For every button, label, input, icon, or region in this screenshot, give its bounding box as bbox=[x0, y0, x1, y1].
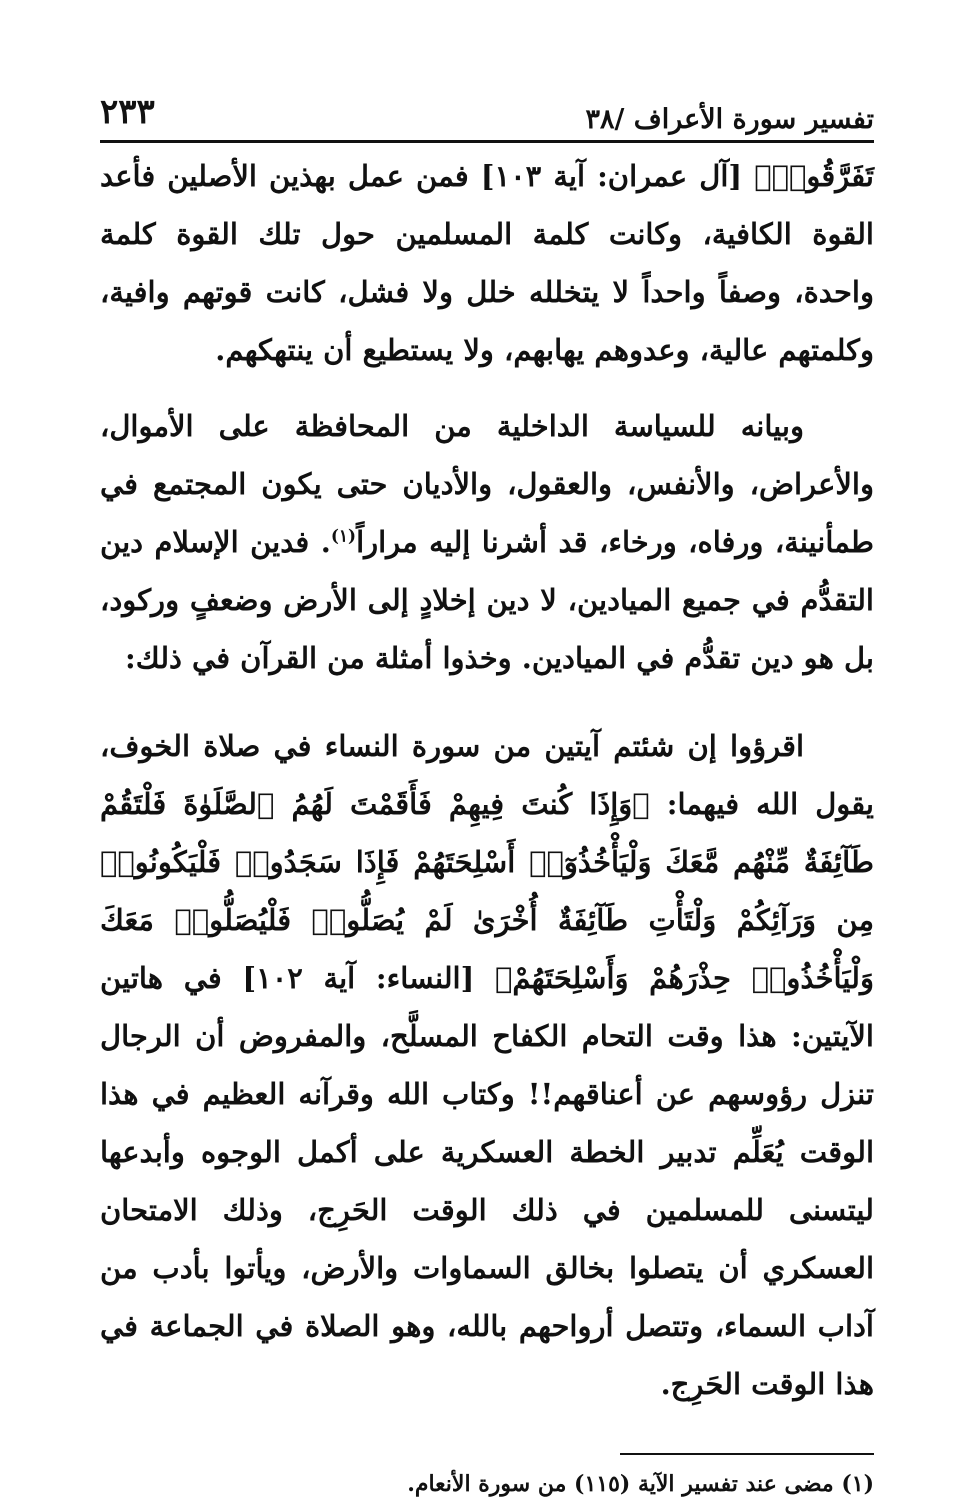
book-page bbox=[100, 88, 874, 1497]
page-header bbox=[100, 88, 874, 143]
paragraph-3-text-b: [النساء: آية ١٠٢] في هاتين الآيتين: هذا وقت التحام الكفاح المسلَّح، والمفروض أن الرجال تنزل رؤوسهم عن أعناقهم!! وكتاب الله وقرآنه العظيم في هذا الوقت يُعَلِّم تدبير الخطة العسكرية على أكمل الوجوه وأبدعها ليتسنى للمسلمين في ذلك الوقت الحَرِج، وذلك الامتحان العسكري أن يتصلوا بخالق السماوات والأرض، ويأتوا بأدب من آداب السماء، وتتصل أرواحهم بالله، وهو الصلاة في الجماعة في هذا الوقت الحَرِج. bbox=[100, 961, 874, 1401]
page-number: ٢٣٣ bbox=[100, 92, 155, 132]
footnote: (١) مضى عند تفسير الآية (١١٥) من سورة الأنعام. bbox=[407, 1471, 874, 1497]
paragraph-1-text: [آل عمران: آية ١٠٣] فمن عمل بهذين الأصلين فأعد القوة الكافية، وكانت كلمة المسلمين حول تلك القوة كلمة واحدة، وصفاً واحداً لا يتخلله خلل ولا فشل، كانت قوتهم وافية، وكلمتهم عالية، وعدوهم يهابهم، ولا يستطيع أن ينتهكهم. bbox=[100, 159, 874, 367]
paragraph-2-text-b: . فدين الإسلام دين التقدُّم في جميع الميادين، لا دين إخلادٍ إلى الأرض وضعفٍ وركود، بل هو دين تقدُّم في الميادين. وخذوا أمثلة من القرآن في ذلك: bbox=[100, 525, 874, 675]
paragraph-2-text-a: وبيانه للسياسة الداخلية من المحافظة على الأموال، والأعراض، والأنفس، والعقول، والأديان حتى يكون المجتمع في طمأنينة، ورفاه، ورخاء، قد أشرنا إليه مراراً bbox=[100, 409, 874, 559]
footnote-reference[interactable]: (١) bbox=[330, 526, 357, 547]
footnote-separator bbox=[620, 1453, 874, 1455]
quran-verse-end: تَفَرَّقُوا۟﴾ bbox=[754, 159, 874, 193]
paragraph-1 bbox=[100, 147, 874, 379]
paragraph-3-text-a: اقرؤوا إن شئتم آيتين من سورة النساء في صلاة الخوف، يقول الله فيهما: bbox=[100, 729, 874, 821]
paragraph-2 bbox=[100, 397, 874, 687]
quran-verse: ﴿وَإِذَا كُنتَ فِيهِمْ فَأَقَمْتَ لَهُمُ ٱلصَّلَوٰةَ فَلْتَقُمْ طَآئِفَةٌ مِّنْهُم مَّعَكَ وَلْيَأْخُذُوٓا۟ أَسْلِحَتَهُمْ فَإِذَا سَجَدُوا۟ فَلْيَكُونُوا۟ مِن وَرَآئِكُمْ وَلْتَأْتِ طَآئِفَةٌ أُخْرَىٰ لَمْ يُصَلُّوا۟ فَلْيُصَلُّوا۟ مَعَكَ وَلْيَأْخُذُوا۟ حِذْرَهُمْ وَأَسْلِحَتَهُمْ﴾ bbox=[100, 787, 874, 995]
running-title: تفسير سورة الأعراف /٣٨ bbox=[585, 104, 874, 135]
paragraph-3 bbox=[100, 717, 874, 1413]
